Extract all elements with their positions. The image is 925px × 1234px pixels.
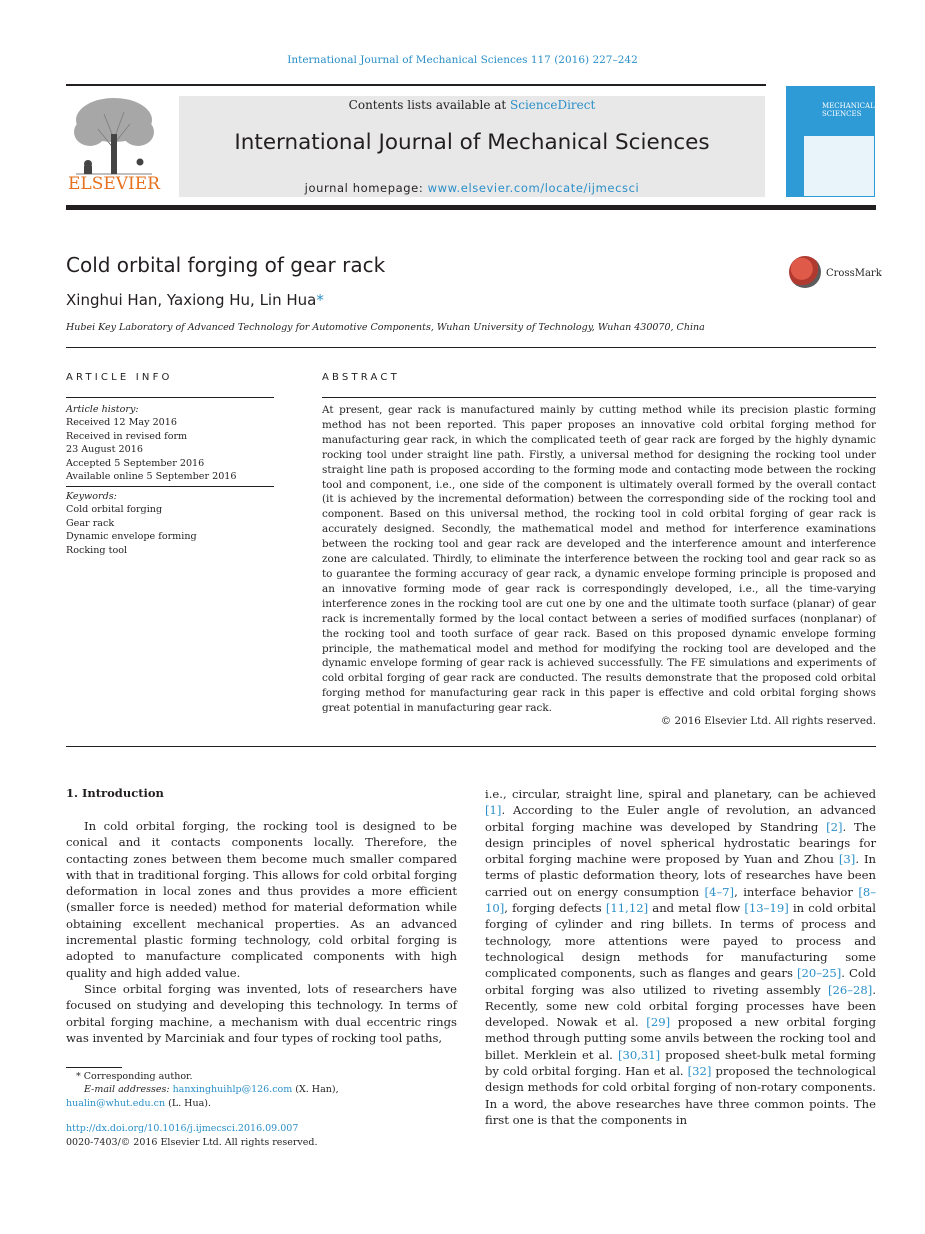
corresponding-author-note: * Corresponding author. [76,1071,193,1082]
journal-banner [179,96,765,197]
history-item: Received 12 May 2016 [66,417,177,429]
citation-link[interactable]: [2] [826,819,843,834]
title-divider [66,347,876,348]
section-heading-introduction: 1. Introduction [66,786,164,800]
history-item: Available online 5 September 2016 [66,471,237,483]
email-link-hua[interactable]: hualin@whut.edu.cn [66,1098,166,1109]
body-column-left [66,818,457,1046]
journal-title: International Journal of Mechanical Sciences [234,130,710,155]
corresponding-author-marker[interactable]: * [316,291,324,309]
citation-link[interactable]: [30,31] [617,1047,661,1062]
journal-homepage: journal homepage: www.elsevier.com/locate/ijmecsci [304,181,640,195]
citation-link[interactable]: [29] [646,1015,671,1030]
keyword-item: Cold orbital forging [66,504,163,516]
elsevier-tree-icon [68,94,160,176]
keyword-item: Dynamic envelope forming [66,531,197,543]
cover-panel [804,136,874,196]
doi-line [66,1122,298,1136]
email-link-han[interactable]: hanxinghuihlp@126.com [172,1084,293,1095]
citation-link[interactable]: [4–7] [704,884,735,899]
crossmark-badge[interactable] [789,256,882,292]
citation-link[interactable]: [3] [838,852,856,867]
keywords-label: Keywords: [66,491,117,502]
elsevier-wordmark: ELSEVIER [68,174,160,194]
abstract-rule [322,397,876,398]
article-history [66,403,276,483]
citation-link[interactable]: [20–25] [796,966,842,981]
article-info-heading: ARTICLE INFO [66,372,173,383]
contents-line: Contents lists available at ScienceDirect [348,98,596,112]
citation-link[interactable]: [1] [485,803,502,818]
citation-link[interactable]: [26–28] [827,982,873,997]
body-column-right [485,786,876,1128]
crossmark-label: CrossMark [826,268,882,279]
intro-paragraph-continued: i.e., circular, straight line, spiral and planetary, can be achieved [1]. According to the Euler angle of revolution, an advanced orbital forging machine was developed by Standring [2]. The design principles of novel spherical hydrostatic bearings for orbital forging machine were proposed by Yuan and Zhou [3]. In terms of plastic deformation theory, lots of researches have been carried out on energy consumption [4–7], interface behavior [8–10], forging defects [11,12] and metal flow [13–19] in cold orbital forging of cylinder and ring billets. In terms of process and technology, more attentions were payed to process and technological design methods for manufacturing some complicated components, such as flanges and gears [20–25]. Cold orbital forging was also utilized to riveting assembly [26–28]. Recently, some new cold orbital forging processes have been developed. Nowak et al. [29] proposed a new orbital forging method through putting some anvils between the rocking tool and billet. Merklein et al. [30,31] proposed sheet-bulk metal forming by cold orbital forging. Han et al. [32] proposed the technological design methods for cold orbital forging of non-rotary components. In a word, the above researches have three common points. The first one is that the components in [485,787,877,1127]
email-addresses: E-mail addresses: hanxinghuihlp@126.com (X. Han), [84,1084,339,1095]
keyword-item: Rocking tool [66,544,128,556]
header-top-rule [66,84,766,86]
affiliation: Hubei Key Laboratory of Advanced Technology for Automotive Components, Wuhan University of Technology, Wuhan 430070, China [66,322,705,333]
history-item: Accepted 5 September 2016 [66,457,205,469]
keywords [66,490,276,557]
doi-link[interactable]: http://dx.doi.org/10.1016/j.ijmecsci.2016.09.007 [66,1123,299,1134]
abstract-text: At present, gear rack is manufactured mainly by cutting method while its precision plastic forming method has not been reported. This paper proposes an innovative cold orbital forging method for manufacturing gear rack, in which the complicated teeth of gear rack are forged by the highly dynamic rocking tool under straight line path. Firstly, a universal method for designing the rocking tool under straight line path is proposed according to the forming mode and contacting mode between the rocking tool and component, i.e., one side of the component is ultimately overall formed by the overall contact (it is achieved by the incremental deformation) between the corresponding side of the rocking tool and component. Based on this universal method, the rocking tool in cold orbital forging of gear rack is accurately designed. Secondly, the mathematical model and method for interference examinations between the rocking tool and gear rack are developed and the interference amount and interference zone are calculated. Thirdly, to eliminate the interference between the rocking tool and gear rack so as to guarantee the forming accuracy of gear rack, a dynamic envelope forming principle is proposed and an innovative forming mode of gear rack is correspondingly developed, i.e., all the time-varying interference zones in the rocking tool are cut one by one and the ultimate tooth surface (planar) of gear rack is incrementally formed by the local contact between a series of modified surfaces (nonplanar) of the rocking tool and tooth surface of gear rack. Based on this proposed dynamic envelope forming principle, the mathematical model and method for modifying the rocking tool are developed and the dynamic envelope forming of gear rack is achieved successfully. The FE simulations and experiments of cold orbital forging of gear rack are conducted. The results demonstrate that the proposed cold orbital forging method for manufacturing gear rack in this paper is effective and cold orbital forging shows great potential in manufacturing gear rack. [322,404,876,715]
crossmark-icon [789,256,821,288]
citation-link[interactable]: [8–10] [485,884,877,916]
email-addresses-continued: hualin@whut.edu.cn (L. Hua). [66,1098,211,1109]
abstract-bottom-divider [66,746,876,747]
article-title: Cold orbital forging of gear rack [66,253,386,277]
footnote-rule [66,1067,122,1068]
journal-cover[interactable] [786,86,875,197]
issn-line: 0020-7403/© 2016 Elsevier Ltd. All rights reserved. [66,1137,318,1148]
journal-reference[interactable]: International Journal of Mechanical Sciences 117 (2016) 227–242 [287,54,638,66]
citation-link[interactable]: [13–19] [744,901,789,916]
abstract-heading: ABSTRACT [322,372,400,383]
cover-title: MECHANICAL SCIENCES [822,102,875,118]
intro-paragraph: In cold orbital forging, the rocking tool is designed to be conical and it contacts components locally. Therefore, the contacting zones between them become much smaller compared with that in traditional forging. This allows for cold orbital forging deformation in local zones and thus provides a more efficient (smaller force is needed) method for material deformation while obtaining excellent mechanical properties. As an advanced incremental plastic forming technology, cold orbital forging is adopted to manufacture complicated components with high quality and high added value. [66,819,457,980]
history-item: Received in revised form [66,430,188,442]
history-item: 23 August 2016 [66,444,143,456]
elsevier-logo[interactable] [66,94,162,200]
header-bottom-rule [66,205,876,210]
author-list: Xinghui Han, Yaxiong Hu, Lin Hua* [66,291,324,309]
citation-link[interactable]: [32] [687,1064,712,1079]
article-info-rule [66,397,274,398]
sciencedirect-link[interactable]: ScienceDirect [510,98,596,112]
intro-paragraph: Since orbital forging was invented, lots of researchers have focused on studying and developing this technology. In terms of orbital forging machine, a mechanism with dual eccentric rings was invented by Marciniak and four types of rocking tool paths, [66,981,457,1045]
citation-link[interactable]: [11,12] [605,901,649,916]
keyword-item: Gear rack [66,517,115,529]
article-history-label: Article history: [66,404,139,415]
abstract-copyright: © 2016 Elsevier Ltd. All rights reserved. [660,715,876,727]
keywords-rule [66,486,274,487]
homepage-link[interactable]: www.elsevier.com/locate/ijmecsci [427,181,640,195]
